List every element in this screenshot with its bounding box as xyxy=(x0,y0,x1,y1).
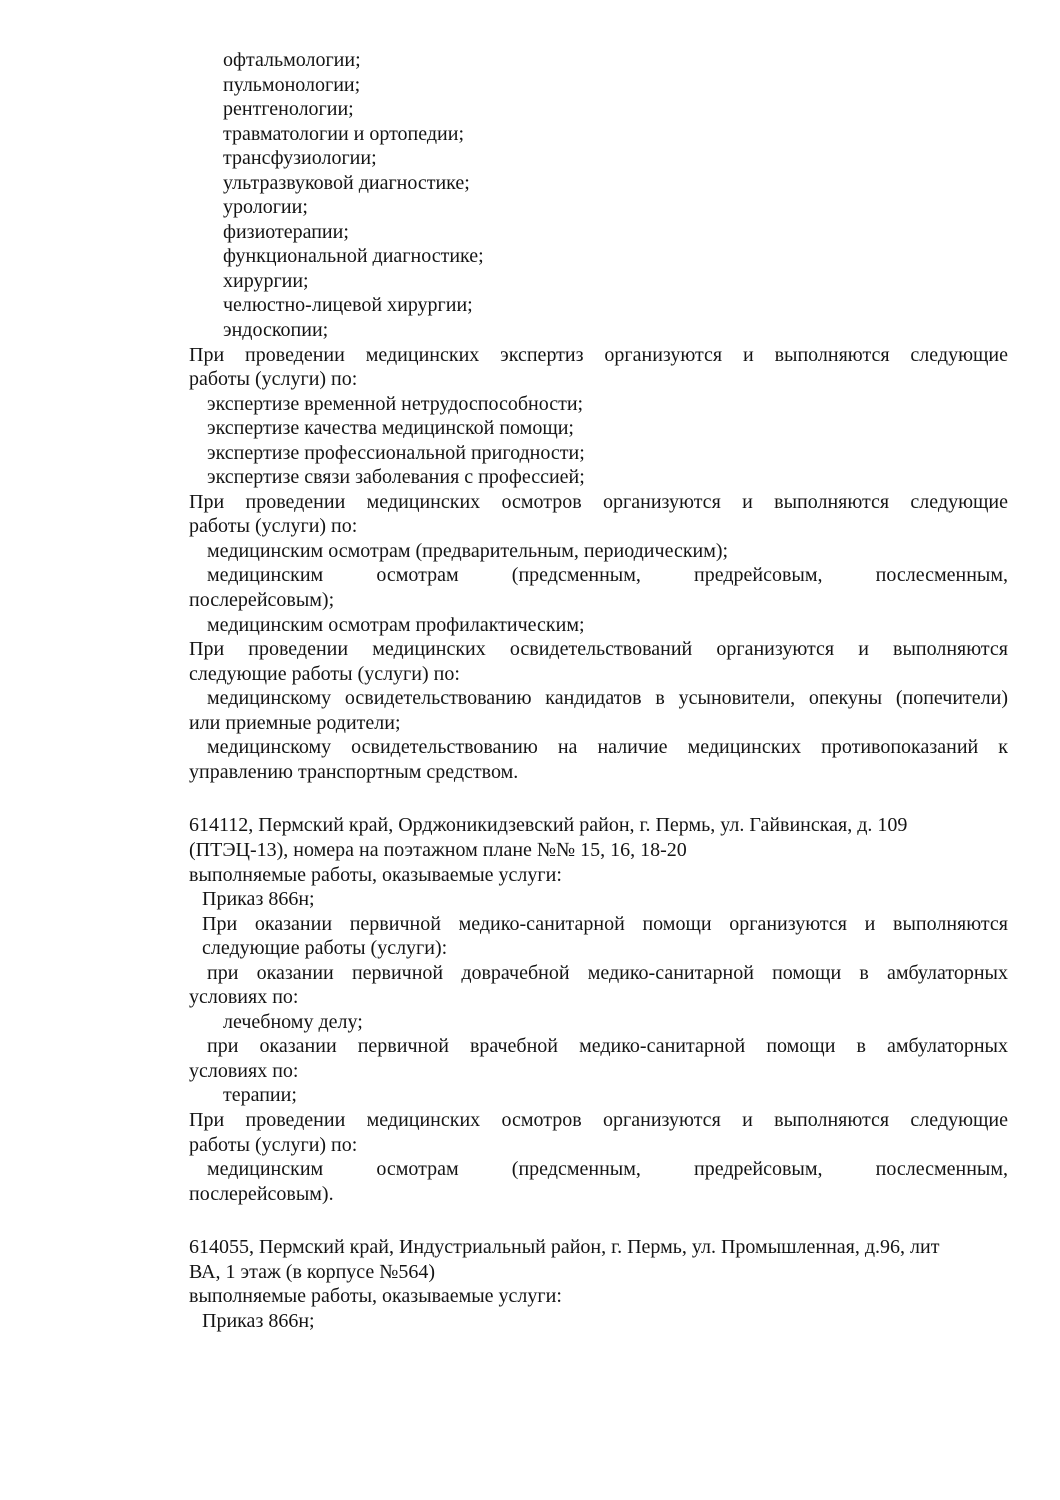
doc-line: экспертизе профессиональной пригодности; xyxy=(207,441,585,464)
doc-line: или приемные родители; xyxy=(189,711,401,734)
doc-line: экспертизе качества медицинской помощи; xyxy=(207,417,574,440)
doc-line: функциональной диагностике; xyxy=(223,245,484,268)
doc-line: при оказании первичной врачебной медико-санитарной помощи в амбулаторных xyxy=(207,1035,1008,1058)
doc-line: При проведении медицинских освидетельствований организуются и выполняются xyxy=(189,638,1008,661)
doc-line: выполняемые работы, оказываемые услуги: xyxy=(189,863,562,886)
doc-line: экспертизе связи заболевания с профессией; xyxy=(207,466,585,489)
doc-line: (ПТЭЦ-13), номера на поэтажном плане №№ 15, 16, 18-20 xyxy=(189,838,687,861)
doc-line: работы (услуги) по: xyxy=(189,368,358,391)
doc-line: управлению транспортным средством. xyxy=(189,760,519,783)
doc-line: При проведении медицинских осмотров организуются и выполняются следующие xyxy=(189,490,1008,513)
doc-line: При оказании первичной медико-санитарной помощи организуются и выполняются xyxy=(202,912,1008,935)
doc-line: медицинским осмотрам (предсменным, предрейсовым, послесменным, xyxy=(207,1158,1008,1181)
doc-line: послерейсовым); xyxy=(189,589,335,612)
doc-line: 614112, Пермский край, Орджоникидзевский район, г. Пермь, ул. Гайвинская, д. 109 xyxy=(189,814,908,837)
doc-line: офтальмологии; xyxy=(223,49,361,71)
doc-line: условиях по: xyxy=(189,1059,299,1082)
doc-line: медицинскому освидетельствованию кандидатов в усыновители, опекуны (попечители) xyxy=(207,687,1008,710)
doc-line: медицинским осмотрам (предварительным, периодическим); xyxy=(207,539,729,562)
doc-line: ультразвуковой диагностике; xyxy=(223,171,470,194)
doc-line: Приказ 866н; xyxy=(202,888,315,911)
doc-line: выполняемые работы, оказываемые услуги: xyxy=(189,1285,562,1308)
doc-line: условиях по: xyxy=(189,986,299,1009)
license-text-block xyxy=(189,48,1008,1333)
doc-line: послерейсовым). xyxy=(189,1182,334,1205)
doc-line: урологии; xyxy=(223,196,308,219)
doc-line: физиотерапии; xyxy=(223,220,349,243)
doc-line: челюстно-лицевой хирургии; xyxy=(223,294,473,317)
doc-line: 614055, Пермский край, Индустриальный район, г. Пермь, ул. Промышленная, д.96, лит xyxy=(189,1236,940,1259)
doc-line: При проведении медицинских экспертиз организуются и выполняются следующие xyxy=(189,343,1008,366)
doc-line: работы (услуги) по: xyxy=(189,515,358,538)
doc-line: терапии; xyxy=(223,1084,297,1107)
doc-line: экспертизе временной нетрудоспособности; xyxy=(207,392,584,415)
doc-line: Приказ 866н; xyxy=(202,1309,315,1332)
doc-line: медицинским осмотрам (предсменным, предрейсовым, послесменным, xyxy=(207,564,1008,587)
doc-line: эндоскопии; xyxy=(223,319,329,342)
doc-line: работы (услуги) по: xyxy=(189,1133,358,1156)
doc-line: следующие работы (услуги): xyxy=(202,937,448,960)
doc-line: трансфузиологии; xyxy=(223,147,377,170)
doc-line: медицинскому освидетельствованию на наличие медицинских противопоказаний к xyxy=(207,736,1008,759)
doc-line: пульмонологии; xyxy=(223,73,361,96)
doc-line: ВА, 1 этаж (в корпусе №564) xyxy=(189,1260,436,1283)
doc-line: следующие работы (услуги) по: xyxy=(189,662,460,685)
doc-line: медицинским осмотрам профилактическим; xyxy=(207,613,585,636)
doc-line: при оказании первичной доврачебной медико-санитарной помощи в амбулаторных xyxy=(207,961,1008,984)
doc-line: хирургии; xyxy=(223,269,309,292)
doc-line: травматологии и ортопедии; xyxy=(223,122,465,145)
doc-line: рентгенологии; xyxy=(223,98,354,121)
doc-line: При проведении медицинских осмотров организуются и выполняются следующие xyxy=(189,1108,1008,1131)
doc-line: лечебному делу; xyxy=(223,1010,363,1033)
